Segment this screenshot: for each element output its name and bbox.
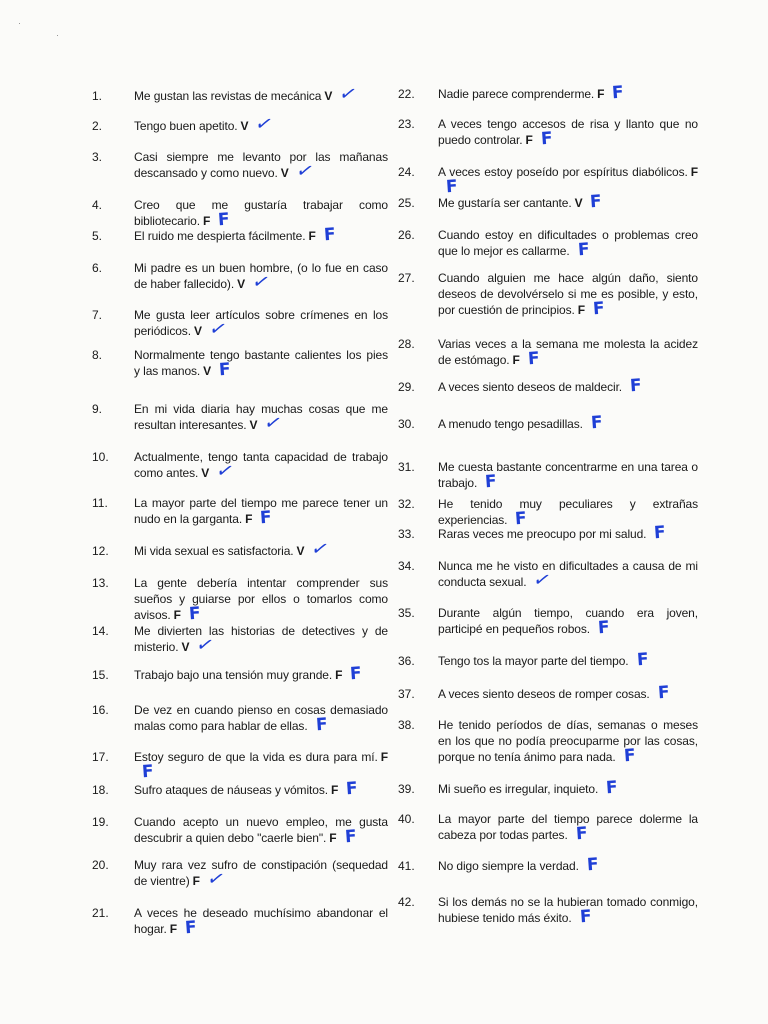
printed-answer: V [280, 166, 289, 180]
handwritten-f-mark: F [484, 471, 498, 493]
handwritten-f-mark: F [349, 663, 363, 685]
printed-answer: F [192, 874, 200, 888]
question-text-block [438, 811, 698, 843]
question-text: Tengo buen apetito. [134, 119, 238, 133]
handwritten-check-mark: ✓ [336, 82, 360, 106]
question-text-block [134, 307, 388, 339]
question-text-block [438, 894, 698, 926]
question-text-block [438, 522, 698, 544]
question-text: Durante algún tiempo, cuando era joven, participé en pequeños robos. [438, 606, 698, 636]
handwritten-f-mark: F [590, 412, 604, 434]
handwritten-check-mark: ✓ [249, 270, 273, 294]
printed-answer: V [240, 119, 249, 133]
question-text-block [438, 854, 698, 876]
question-number: 41. [398, 859, 415, 873]
printed-answer: V [574, 196, 583, 210]
handwritten-f-mark: F [597, 617, 611, 639]
question-text-block [134, 857, 388, 889]
question-text: De vez en cuando pienso en cosas demasiado malas como para hablar de ellas. [134, 703, 388, 733]
question-text: Actualmente, tengo tanta capacidad de trabajo como antes. [134, 450, 388, 480]
question-text: Trabajo bajo una tensión muy grande. [134, 668, 333, 682]
question-text: Casi siempre me levanto por las mañanas descansado y como nuevo. [134, 150, 388, 180]
handwritten-f-mark: F [343, 826, 357, 848]
question-number: 17. [92, 750, 109, 764]
question-text-block [134, 224, 388, 246]
question-text: Si los demás no se la hubieran tomado conmigo, hubiese tenido más éxito. [438, 895, 698, 925]
handwritten-f-mark: F [218, 359, 232, 381]
question-number: 39. [398, 782, 415, 796]
question-number: 20. [92, 858, 109, 872]
handwritten-check-mark: ✓ [253, 112, 276, 136]
question-text: La mayor parte del tiempo parece dolerme la cabeza por todas partes. [438, 812, 698, 842]
question-text: La gente debería intentar comprender sus sueños y guiarse por ellos o tomarlos como avisos. [134, 576, 388, 622]
question-text-block [438, 412, 698, 434]
printed-answer: V [193, 324, 202, 338]
question-text: Me cuesta bastante concentrarme en una tarea o trabajo. [438, 460, 698, 490]
question-text: Me gustaría ser cantante. [438, 196, 572, 210]
printed-answer: F [308, 229, 316, 243]
handwritten-f-mark: F [141, 761, 155, 783]
question-number: 38. [398, 718, 415, 732]
printed-answer: V [237, 277, 245, 291]
question-text: Estoy seguro de que la vida es dura para mí. [134, 750, 378, 764]
question-number: 22. [398, 87, 415, 101]
handwritten-f-mark: F [575, 823, 588, 845]
question-number: 34. [398, 559, 415, 573]
handwritten-f-mark: F [622, 745, 636, 767]
handwritten-check-mark: ✓ [204, 867, 228, 891]
printed-answer: F [245, 512, 253, 526]
handwritten-f-mark: F [527, 348, 540, 370]
handwritten-f-mark: F [514, 508, 528, 530]
question-text: A veces he deseado muchísimo abandonar el hogar. [134, 906, 388, 936]
printed-answer: V [203, 364, 212, 378]
printed-answer: V [324, 89, 333, 103]
question-text-block [134, 623, 388, 655]
question-text-block [438, 717, 698, 765]
question-text: Tengo tos la mayor parte del tiempo. [438, 654, 629, 668]
question-text-block [438, 191, 698, 213]
question-text-block [438, 777, 698, 799]
question-text-block [134, 347, 388, 379]
question-text: Me gusta leer artículos sobre crímenes en los periódicos. [134, 308, 388, 338]
question-text: Mi sueño es irregular, inquieto. [438, 782, 599, 796]
printed-answer: F [335, 668, 343, 682]
question-number: 1. [92, 89, 103, 103]
handwritten-f-mark: F [605, 777, 619, 799]
question-number: 4. [92, 198, 103, 212]
handwritten-f-mark: F [656, 682, 670, 704]
question-number: 14. [92, 624, 109, 638]
question-text-block [134, 749, 388, 781]
question-number: 23. [398, 117, 415, 131]
question-text-block [134, 495, 388, 527]
question-text-block [438, 270, 698, 318]
printed-answer: F [380, 750, 388, 764]
printed-answer: F [202, 214, 211, 228]
question-text: Normalmente tengo bastante calientes los pies y las manos. [134, 348, 388, 378]
question-number: 12. [92, 544, 109, 558]
printed-answer: V [249, 418, 258, 432]
handwritten-check-mark: ✓ [213, 459, 237, 483]
handwritten-f-mark: F [611, 82, 625, 104]
question-number: 15. [92, 668, 109, 682]
question-text-block [438, 82, 698, 104]
question-number: 10. [92, 450, 109, 464]
question-number: 6. [92, 261, 103, 275]
question-text-block [438, 227, 698, 259]
question-text-block [438, 649, 698, 671]
handwritten-f-mark: F [345, 778, 359, 800]
question-text: Muy rara vez sufro de constipación (sequedad de vientre) [134, 858, 388, 888]
question-text-block [438, 459, 698, 491]
question-text: El ruido me despierta fácilmente. [134, 229, 306, 243]
handwritten-f-mark: F [445, 176, 459, 198]
printed-answer: V [201, 466, 210, 480]
question-number: 27. [398, 271, 415, 285]
question-text: La mayor parte del tiempo me parece tener un nudo en la garganta. [134, 496, 388, 526]
handwritten-f-mark: F [592, 298, 606, 320]
question-text-block [438, 558, 698, 590]
question-number: 26. [398, 228, 415, 242]
handwritten-f-mark: F [653, 522, 667, 544]
question-text-block [134, 401, 388, 433]
handwritten-f-mark: F [576, 239, 590, 261]
question-number: 36. [398, 654, 415, 668]
question-text-block [134, 260, 388, 292]
question-text-block [134, 778, 388, 800]
question-number: 29. [398, 380, 415, 394]
question-text: Cuando alguien me hace algún daño, siento deseos de devolvérselo si me es posible, y esto, por cuestión de principios. [438, 271, 698, 317]
question-number: 24. [398, 165, 415, 179]
question-number: 2. [92, 119, 103, 133]
question-number: 21. [92, 906, 109, 920]
question-text-block [438, 605, 698, 637]
question-number: 30. [398, 417, 415, 431]
handwritten-f-mark: F [184, 917, 198, 939]
handwritten-check-mark: ✓ [262, 411, 285, 435]
question-number: 13. [92, 576, 109, 590]
question-text: A menudo tengo pesadillas. [438, 417, 583, 431]
question-text: He tenido muy peculiares y extrañas experiencias. [438, 497, 698, 527]
handwritten-check-mark: ✓ [309, 537, 332, 561]
question-text: A veces tengo accesos de risa y llanto que no puedo controlar. [438, 117, 698, 147]
question-text-block [438, 164, 698, 196]
handwritten-check-mark: ✓ [531, 568, 554, 592]
handwritten-f-mark: F [629, 375, 643, 397]
question-text: Me gustan las revistas de mecánica [134, 89, 322, 103]
handwritten-f-mark: F [259, 507, 273, 529]
printed-answer: V [296, 544, 305, 558]
question-number: 35. [398, 606, 415, 620]
question-text: Mi vida sexual es satisfactoria. [134, 544, 294, 558]
question-number: 7. [92, 308, 103, 322]
question-number: 9. [92, 402, 103, 416]
question-text-block [134, 814, 388, 846]
question-number: 40. [398, 812, 415, 826]
handwritten-f-mark: F [578, 906, 592, 928]
question-text-block [438, 682, 698, 704]
question-text: A veces siento deseos de maldecir. [438, 380, 623, 394]
handwritten-f-mark: F [188, 603, 202, 625]
question-text-block [134, 575, 388, 623]
printed-answer: F [512, 353, 520, 367]
question-text: Me divierten las historias de detectives y de misterio. [134, 624, 388, 654]
printed-answer: F [577, 303, 585, 317]
question-text-block [438, 336, 698, 368]
question-text-block [134, 537, 388, 561]
question-text-block [134, 449, 388, 481]
question-number: 16. [92, 703, 109, 717]
question-text: Sufro ataques de náuseas y vómitos. [134, 783, 328, 797]
question-text-block [134, 663, 388, 685]
handwritten-f-mark: F [586, 854, 600, 876]
handwritten-f-mark: F [217, 209, 231, 231]
question-text: Raras veces me preocupo por mi salud. [438, 527, 647, 541]
question-number: 37. [398, 687, 415, 701]
question-number: 25. [398, 196, 415, 210]
handwritten-f-mark: F [323, 224, 336, 246]
handwritten-check-mark: ✓ [206, 317, 230, 341]
question-text: Mi padre es un buen hombre, (o lo fue en caso de haber fallecido). [134, 261, 388, 291]
printed-answer: F [169, 922, 177, 936]
question-text: Nadie parece comprenderme. [438, 87, 595, 101]
question-text: Varias veces a la semana me molesta la acidez de estómago. [438, 337, 698, 367]
question-text: Nunca me he visto en dificultades a causa de mi conducta sexual. [438, 559, 698, 589]
question-text-block [134, 112, 388, 136]
question-text: Cuando estoy en dificultades o problemas creo que lo mejor es callarme. [438, 228, 698, 258]
question-text: Cuando acepto un nuevo empleo, me gusta descubrir a quien debo "caerle bien". [134, 815, 388, 845]
question-text: En mi vida diaria hay muchas cosas que me resultan interesantes. [134, 402, 388, 432]
printed-answer: F [330, 783, 339, 797]
question-number: 33. [398, 527, 415, 541]
question-number: 11. [92, 496, 108, 510]
question-number: 42. [398, 895, 415, 909]
question-text-block [438, 116, 698, 148]
question-number: 3. [92, 150, 103, 164]
question-text-block [134, 905, 388, 937]
scan-speck: · [56, 30, 59, 40]
handwritten-check-mark: ✓ [293, 159, 316, 183]
scan-speck: · [18, 18, 21, 28]
printed-answer: F [597, 87, 605, 101]
question-text: Creo que me gustaría trabajar como bibliotecario. [134, 198, 388, 228]
question-number: 8. [92, 348, 103, 362]
printed-answer: F [329, 831, 337, 845]
question-number: 19. [92, 815, 109, 829]
question-text-block [134, 82, 388, 106]
handwritten-f-mark: F [540, 128, 553, 150]
handwritten-f-mark: F [314, 714, 328, 736]
question-text-block [134, 197, 388, 229]
question-text: No digo siempre la verdad. [438, 859, 579, 873]
printed-answer: F [525, 133, 533, 147]
question-text: He tenido períodos de días, semanas o meses en los que no podía preocuparme por las cosas, porque no tenía ánimo para nada. [438, 718, 698, 764]
question-number: 5. [92, 229, 103, 243]
question-text-block [438, 375, 698, 397]
handwritten-f-mark: F [635, 649, 649, 671]
question-text-block [134, 149, 388, 181]
question-text: A veces siento deseos de romper cosas. [438, 687, 650, 701]
handwritten-f-mark: F [589, 191, 603, 213]
question-number: 28. [398, 337, 415, 351]
printed-answer: F [173, 608, 181, 622]
question-number: 32. [398, 497, 415, 511]
handwritten-check-mark: ✓ [193, 633, 217, 657]
question-text: A veces estoy poseído por espíritus diabólicos. [438, 165, 688, 179]
printed-answer: V [181, 640, 190, 654]
question-number: 31. [398, 460, 415, 474]
question-text-block [134, 702, 388, 734]
printed-answer: F [690, 165, 698, 179]
question-number: 18. [92, 783, 109, 797]
